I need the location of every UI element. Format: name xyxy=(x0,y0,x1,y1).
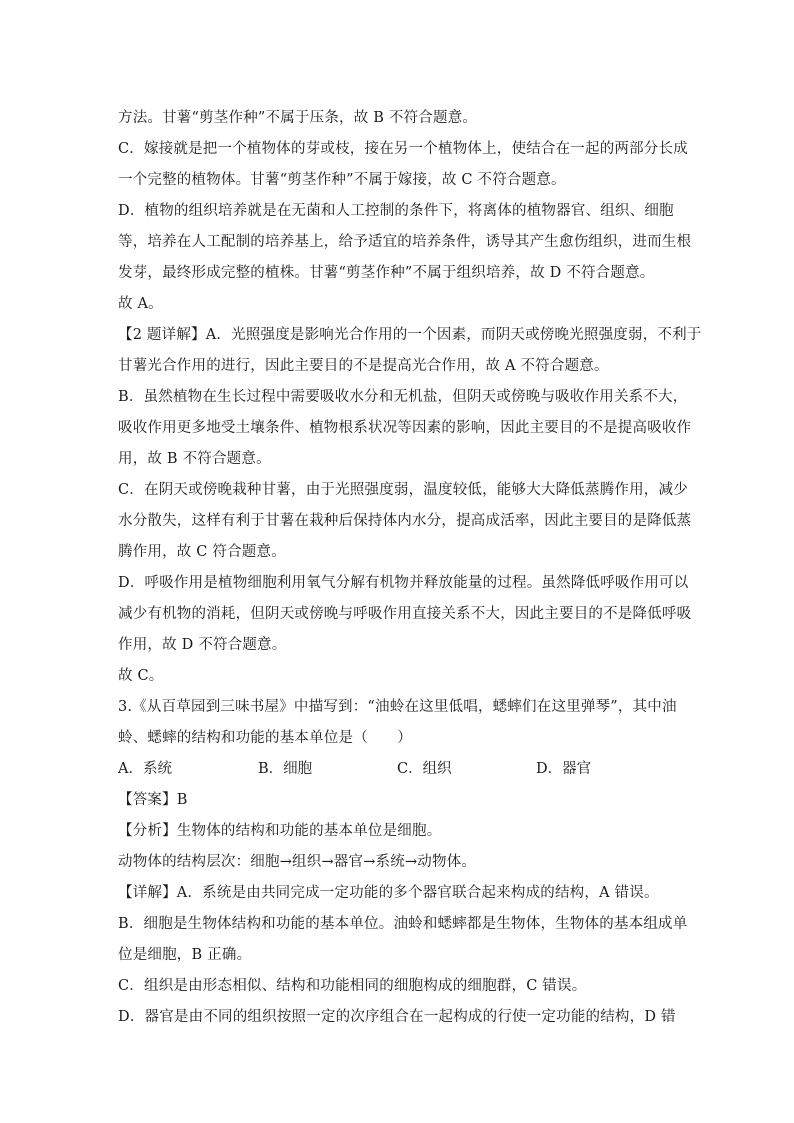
answer-options xyxy=(118,754,678,785)
text-line: 一个完整的植物体。甘薯“剪茎作种”不属于嫁接，故 C 不符合题意。 xyxy=(118,172,566,188)
text-line: 等，培养在人工配制的培养基上，给予适宜的培养条件，诱导其产生愈伤组织，进而生根 xyxy=(118,234,692,250)
question-line: 蛉、蟋蟀的结构和功能的基本单位是（ ） xyxy=(118,730,412,746)
option-b: B．细胞 xyxy=(258,761,313,777)
option-d: D．器官 xyxy=(536,761,592,777)
text-line: B．虽然植物在生长过程中需要吸收水分和无机盐，但阴天或傍晚与吸收作用关系不大， xyxy=(118,389,688,405)
document-page xyxy=(118,103,702,1033)
text-line: C．在阴天或傍晚栽种甘薯，由于光照强度弱，温度较低，能够大大降低蒸腾作用，减少 xyxy=(118,482,688,498)
text-line: 用，故 B 不符合题意。 xyxy=(118,451,271,467)
text-line: 减少有机物的消耗，但阴天或傍晚与呼吸作用直接关系不大，因此主要目的不是降低呼吸 xyxy=(118,606,692,622)
analysis-line: 【分析】生物体的结构和功能的基本单位是细胞。 xyxy=(118,823,442,839)
text-line: 【2 题详解】A．光照强度是影响光合作用的一个因素，而阴天或傍晚光照强度弱，不利于 xyxy=(118,327,702,343)
question-line: 3.《从百草园到三味书屋》中描写到：“油蛉在这里低唱，蟋蟀们在这里弹琴”，其中油 xyxy=(118,699,677,715)
text-line: 甘薯光合作用的进行，因此主要目的不是提高光合作用，故 A 不符合题意。 xyxy=(118,358,609,374)
text-line: 腾作用，故 C 符合题意。 xyxy=(118,544,286,560)
text-line: D．植物的组织培养就是在无菌和人工控制的条件下，将离体的植物器官、组织、细胞 xyxy=(118,203,674,219)
text-line: B．细胞是生物体结构和功能的基本单位。油蛉和蟋蟀都是生物体，生物体的基本组成单 xyxy=(118,916,688,932)
text-line: C．组织是由形态相似、结构和功能相同的细胞构成的细胞群，C 错误。 xyxy=(118,978,587,994)
text-line: D．呼吸作用是植物细胞利用氧气分解有机物并释放能量的过程。虽然降低呼吸作用可以 xyxy=(118,575,689,591)
text-line: 动物体的结构层次：细胞→组织→器官→系统→动物体。 xyxy=(118,854,477,870)
text-line: 作用，故 D 不符合题意。 xyxy=(118,637,287,653)
detail-line: 【详解】A．系统是由共同完成一定功能的多个器官联合起来构成的结构，A 错误。 xyxy=(118,885,659,901)
text-line: 吸收作用更多地受土壤条件、植物根系状况等因素的影响，因此主要目的不是提高吸收作 xyxy=(118,420,692,436)
text-line: 位是细胞，B 正确。 xyxy=(118,947,252,963)
text-line: 水分散失，这样有利于甘薯在栽种后保持体内水分，提高成活率，因此主要目的是降低蒸 xyxy=(118,513,692,529)
answer-line: 【答案】B xyxy=(118,792,188,808)
text-line: C．嫁接就是把一个植物体的芽或枝，接在另一个植物体上，使结合在一起的两部分长成 xyxy=(118,141,688,157)
text-line: D．器官是由不同的组织按照一定的次序组合在一起构成的行使一定功能的结构，D 错 xyxy=(118,1009,676,1025)
text-line: 方法。甘薯“剪茎作种”不属于压条，故 B 不符合题意。 xyxy=(118,110,478,126)
text-line: 故 A。 xyxy=(118,296,163,312)
text-line: 发芽，最终形成完整的植株。甘薯“剪茎作种”不属于组织培养，故 D 不符合题意。 xyxy=(118,265,655,281)
option-c: C．组织 xyxy=(397,761,452,777)
text-line: 故 C。 xyxy=(118,668,164,684)
option-a: A．系统 xyxy=(118,761,172,777)
